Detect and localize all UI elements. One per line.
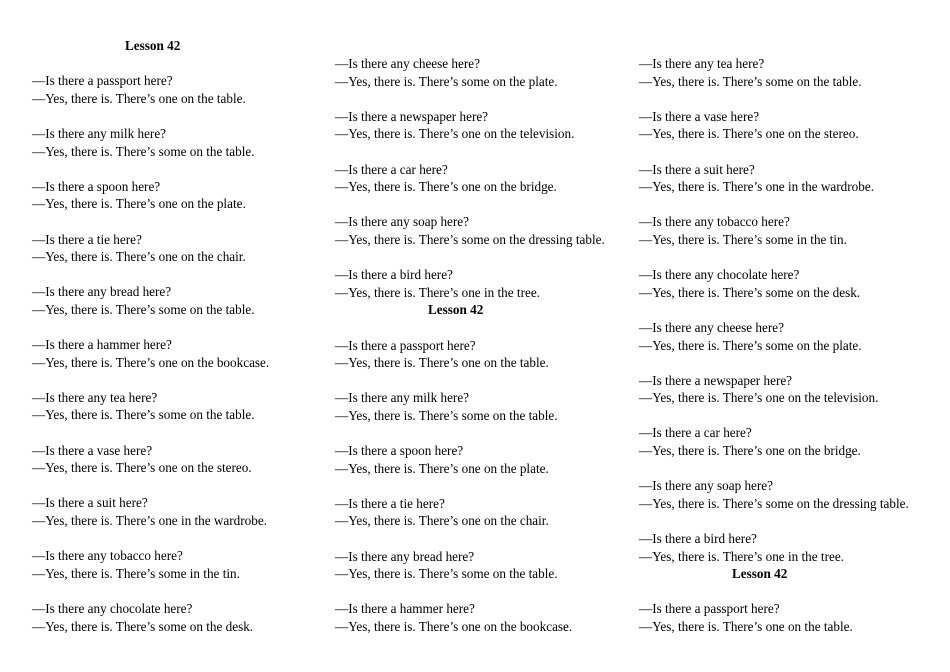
dialogue-line: —Yes, there is. There’s one on the table. [335, 355, 549, 371]
dialogue-line: —Is there any soap here? [639, 478, 774, 494]
blank-line [335, 424, 605, 442]
dialogue-line: —Yes, there is. There’s one on the chair. [32, 249, 246, 265]
dialogue-line: —Is there a newspaper here? [639, 372, 793, 388]
blank-line [32, 213, 269, 231]
blank-line [32, 424, 269, 442]
blank-line [335, 319, 605, 337]
blank-line [335, 583, 605, 601]
dialogue-line: —Yes, there is. There’s some in the tin. [32, 565, 240, 581]
dialogue-line: —Yes, there is. There’s some on the table. [32, 407, 255, 423]
dialogue-line: —Yes, there is. There’s one in the tree. [335, 284, 540, 300]
dialogue-line: —Is there a vase here? [639, 108, 760, 124]
dialogue-line: —Yes, there is. There’s one on the bookcase. [335, 619, 573, 634]
dialogue-line: —Yes, there is. There’s one in the wardrobe. [639, 179, 875, 195]
lesson-title: Lesson 42 [125, 38, 181, 53]
blank-line [639, 196, 909, 214]
blank-line [32, 530, 269, 548]
dialogue-line: —Yes, there is. There’s one on the table. [639, 619, 853, 634]
blank-line [639, 301, 909, 319]
dialogue-line: —Is there a newspaper here? [335, 108, 489, 124]
dialogue-line: —Is there a passport here? [639, 601, 780, 617]
dialogue-line: —Is there any cheese here? [639, 319, 784, 335]
blank-line [335, 477, 605, 495]
dialogue-line: —Is there a passport here? [335, 337, 476, 353]
lesson-title: Lesson 42 [732, 566, 788, 582]
dialogue-line: —Yes, there is. There’s some on the table. [335, 566, 558, 582]
dialogue-line: —Yes, there is. There’s some on the dressing table. [639, 495, 909, 511]
blank-line [639, 583, 909, 601]
dialogue-line: —Is there any milk here? [335, 390, 470, 406]
dialogue-line: —Yes, there is. There’s one on the bridge. [335, 179, 557, 195]
blank-line [639, 512, 909, 530]
dialogue-line: —Is there any tobacco here? [639, 214, 790, 230]
dialogue-line: —Yes, there is. There’s one on the television. [335, 126, 575, 142]
dialogue-line: —Yes, there is. There’s one on the bookcase. [32, 354, 270, 370]
dialogue-line: —Yes, there is. There’s some on the plate. [335, 73, 558, 89]
dialogue-line: —Yes, there is. There’s some on the table. [32, 143, 255, 159]
dialogue-line: —Yes, there is. There’s one in the tree. [639, 548, 844, 564]
dialogue-line: —Is there a suit here? [639, 161, 755, 177]
dialogue-line: —Is there any cheese here? [335, 56, 480, 71]
dialogue-line: —Is there a tie here? [335, 495, 445, 511]
dialogue-line: —Is there a tie here? [32, 231, 142, 247]
dialogue-line: —Yes, there is. There’s some on the dressing table. [335, 231, 605, 247]
blank-line [639, 249, 909, 267]
dialogue-line: —Yes, there is. There’s some on the desk. [639, 284, 861, 300]
dialogue-line: —Yes, there is. There’s some on the desk. [32, 618, 254, 634]
dialogue-line: —Is there any milk here? [32, 125, 167, 141]
blank-line [335, 196, 605, 214]
lesson-title: Lesson 42 [428, 302, 484, 318]
dialogue-line: —Is there any tea here? [32, 389, 158, 405]
dialogue-line: —Is there a car here? [335, 161, 448, 177]
blank-line [639, 90, 909, 108]
dialogue-line: —Is there a spoon here? [32, 178, 161, 194]
column-3 [639, 55, 909, 636]
dialogue-line: —Yes, there is. There’s one on the plate. [32, 196, 246, 212]
blank-line [639, 143, 909, 161]
dialogue-line: —Is there a vase here? [32, 442, 153, 458]
dialogue-line: —Is there a passport here? [32, 73, 173, 89]
dialogue-line: —Yes, there is. There’s some on the table. [639, 73, 862, 89]
column-1 [32, 37, 269, 635]
dialogue-line: —Yes, there is. There’s one in the wardrobe. [32, 513, 268, 529]
dialogue-line: —Is there any tea here? [639, 56, 765, 71]
dialogue-line: —Yes, there is. There’s some on the table. [335, 407, 558, 423]
dialogue-line: —Yes, there is. There’s one on the chair. [335, 513, 549, 529]
blank-line [639, 407, 909, 425]
blank-line [335, 249, 605, 267]
dialogue-line: —Is there a bird here? [639, 531, 757, 547]
dialogue-line: —Is there a spoon here? [335, 443, 464, 459]
dialogue-line: —Is there any bread here? [335, 548, 475, 564]
dialogue-line: —Is there any soap here? [335, 214, 470, 230]
blank-line [32, 107, 269, 125]
blank-line [32, 582, 269, 600]
dialogue-line: —Is there any bread here? [32, 284, 172, 300]
blank-line [32, 55, 269, 73]
dialogue-line: —Yes, there is. There’s some in the tin. [639, 231, 847, 247]
dialogue-line: —Is there a car here? [639, 425, 752, 441]
blank-line [335, 530, 605, 548]
dialogue-line: —Is there any chocolate here? [32, 601, 193, 616]
dialogue-line: —Yes, there is. There’s some on the table. [32, 301, 255, 317]
blank-line [639, 354, 909, 372]
dialogue-line: —Is there any chocolate here? [639, 267, 800, 283]
dialogue-line: —Is there a bird here? [335, 267, 453, 283]
dialogue-line: —Yes, there is. There’s some on the plate. [639, 337, 862, 353]
dialogue-line: —Is there a hammer here? [335, 601, 475, 617]
blank-line [32, 371, 269, 389]
blank-line [32, 477, 269, 495]
blank-line [32, 266, 269, 284]
dialogue-line: —Is there any tobacco here? [32, 548, 183, 564]
dialogue-line: —Yes, there is. There’s one on the bridge. [639, 443, 861, 459]
dialogue-line: —Is there a suit here? [32, 495, 148, 511]
blank-line [335, 372, 605, 390]
dialogue-line: —Yes, there is. There’s one on the table. [32, 90, 246, 106]
blank-line [335, 143, 605, 161]
blank-line [32, 160, 269, 178]
blank-line [32, 319, 269, 337]
dialogue-line: —Yes, there is. There’s one on the plate. [335, 460, 549, 476]
dialogue-line: —Yes, there is. There’s one on the stereo. [32, 460, 252, 476]
dialogue-line: —Is there a hammer here? [32, 337, 172, 353]
blank-line [335, 90, 605, 108]
blank-line [639, 460, 909, 478]
column-2 [335, 55, 605, 636]
dialogue-line: —Yes, there is. There’s one on the television. [639, 390, 879, 406]
dialogue-line: —Yes, there is. There’s one on the stereo. [639, 126, 859, 142]
